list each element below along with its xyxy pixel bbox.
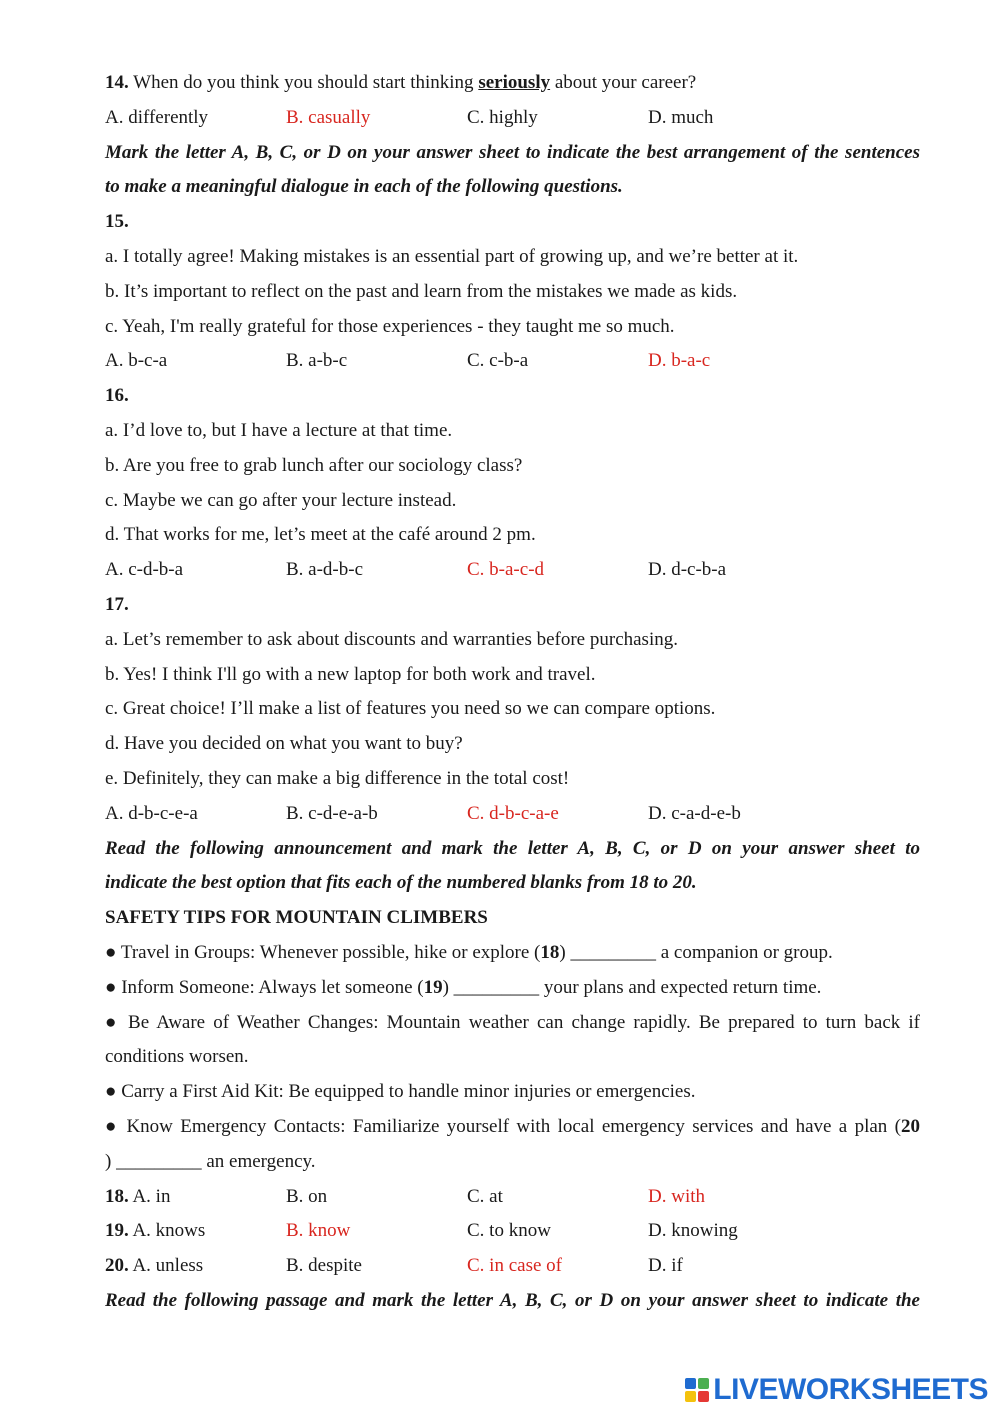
question-16-options — [105, 553, 920, 588]
dialogue-line: e. Definitely, they can make a big difference in the total cost! — [105, 767, 570, 789]
option-d[interactable]: D. d-c-b-a — [648, 559, 727, 581]
liveworksheets-logo-icon — [685, 1378, 709, 1402]
question-20-options — [105, 1249, 920, 1284]
tip-weather-line1 — [105, 1006, 920, 1041]
option-b-correct[interactable]: B. casually — [286, 106, 371, 128]
dialogue-line: b. Yes! I think I'll go with a new laptop for both work and travel. — [105, 663, 596, 685]
question-14-options — [105, 101, 920, 136]
question-number: 19. — [105, 1220, 129, 1242]
option-d[interactable]: D. c-a-d-e-b — [648, 802, 741, 824]
option-b[interactable]: B. a-d-b-c — [286, 559, 364, 581]
blank-number: 20 — [901, 1115, 920, 1137]
option-b[interactable]: B. on — [286, 1185, 328, 1207]
option-b[interactable]: B. c-d-e-a-b — [286, 802, 378, 824]
option-b[interactable]: B. a-b-c — [286, 350, 348, 372]
tip-text: Inform Someone: Always let someone ( — [116, 976, 424, 998]
option-b-correct[interactable]: B. know — [286, 1220, 351, 1242]
dialogue-line: b. Are you free to grab lunch after our sociology class? — [105, 454, 523, 476]
option-a[interactable]: A. d-b-c-e-a — [105, 802, 198, 824]
option-d[interactable]: D. if — [648, 1255, 683, 1277]
bullet-icon: ● — [105, 1081, 117, 1103]
keyword-underlined: seriously — [478, 72, 551, 93]
instruction-passage-line1: Read the following passage and mark the letter A, B, C, or D on your answer sheet to indicate the — [105, 1289, 920, 1311]
logo-tile-green — [698, 1378, 709, 1389]
question-number: 20. — [105, 1255, 129, 1277]
tip-text: ) _________ a companion or group. — [559, 941, 833, 963]
option-d-correct[interactable]: D. with — [648, 1185, 705, 1207]
dialogue-line: a. I totally agree! Making mistakes is an essential part of growing up, and we’re better at it. — [105, 245, 799, 267]
question-18-options — [105, 1180, 920, 1215]
option-c-correct[interactable]: C. d-b-c-a-e — [467, 802, 559, 824]
instruction-announcement-line1: Read the following announcement and mark the letter A, B, C, or D on your answer sheet to — [105, 837, 920, 859]
dialogue-line: c. Great choice! I’ll make a list of features you need so we can compare options. — [105, 698, 716, 720]
option-a[interactable] — [105, 1249, 286, 1284]
tip-weather-line2: conditions worsen. — [105, 1046, 249, 1068]
dialogue-line: d. Have you decided on what you want to buy? — [105, 733, 463, 755]
dialogue-line: c. Yeah, I'm really grateful for those experiences - they taught me so much. — [105, 315, 675, 337]
option-c[interactable]: C. highly — [467, 106, 538, 128]
tip-text: Be Aware of Weather Changes: Mountain weather can change rapidly. Be prepared to turn back if — [119, 1011, 920, 1033]
instruction-announcement-line2: indicate the best option that fits each of the numbered blanks from 18 to 20. — [105, 872, 697, 894]
bullet-icon: ● — [105, 1011, 120, 1033]
question-17-options — [105, 797, 920, 832]
question-14-stem — [105, 66, 920, 101]
question-15-options — [105, 344, 920, 379]
logo-tile-yellow — [685, 1391, 696, 1402]
question-text: about your career? — [550, 72, 697, 93]
bullet-icon: ● — [105, 941, 117, 963]
instruction-arrangement-line2: to make a meaningful dialogue in each of the following questions. — [105, 176, 623, 198]
dialogue-line: a. I’d love to, but I have a lecture at that time. — [105, 419, 453, 441]
tip-text: Carry a First Aid Kit: Be equipped to handle minor injuries or emergencies. — [116, 1081, 696, 1103]
blank-number: 18 — [540, 941, 560, 963]
option-a[interactable] — [105, 1214, 286, 1249]
option-a-text: A. unless — [128, 1255, 204, 1277]
question-number: 14. — [105, 72, 129, 93]
blank-number: 19 — [423, 976, 443, 998]
tip-first-aid — [105, 1075, 920, 1110]
option-a-text: A. in — [128, 1185, 171, 1207]
worksheet-page — [105, 66, 920, 1319]
option-a[interactable]: A. differently — [105, 106, 209, 128]
option-c-correct[interactable]: C. in case of — [467, 1255, 562, 1277]
question-16-number: 16. — [105, 385, 129, 407]
option-d[interactable]: D. much — [648, 106, 714, 128]
watermark-text: LIVEWORKSHEETS — [713, 1373, 988, 1406]
option-c[interactable]: C. at — [467, 1185, 503, 1207]
question-15-number: 15. — [105, 211, 129, 233]
tip-travel-in-groups — [105, 936, 920, 971]
question-19-options — [105, 1214, 920, 1249]
bullet-icon: ● — [105, 976, 117, 998]
tip-text: Travel in Groups: Whenever possible, hike or explore ( — [116, 941, 541, 963]
tip-text: Know Emergency Contacts: Familiarize yourself with local emergency services and have a plan ( — [119, 1115, 901, 1137]
logo-tile-red — [698, 1391, 709, 1402]
tip-text: ) _________ your plans and expected return time. — [442, 976, 822, 998]
dialogue-line: d. That works for me, let’s meet at the café around 2 pm. — [105, 524, 536, 546]
dialogue-line: b. It’s important to reflect on the past and learn from the mistakes we made as kids. — [105, 280, 738, 302]
question-text: When do you think you should start thinking — [128, 72, 479, 93]
question-17-number: 17. — [105, 593, 129, 615]
tip-inform-someone — [105, 971, 920, 1006]
dialogue-line: a. Let’s remember to ask about discounts and warranties before purchasing. — [105, 628, 678, 650]
tip-emergency-line2: ) _________ an emergency. — [105, 1150, 316, 1172]
option-d[interactable]: D. knowing — [648, 1220, 738, 1242]
option-d-correct[interactable]: D. b-a-c — [648, 350, 711, 372]
liveworksheets-watermark — [685, 1374, 988, 1406]
announcement-title: SAFETY TIPS FOR MOUNTAIN CLIMBERS — [105, 907, 488, 929]
option-c[interactable]: C. c-b-a — [467, 350, 529, 372]
option-c-correct[interactable]: C. b-a-c-d — [467, 559, 545, 581]
option-a-text: A. knows — [128, 1220, 206, 1242]
bullet-icon: ● — [105, 1115, 120, 1137]
option-a[interactable]: A. c-d-b-a — [105, 559, 184, 581]
instruction-arrangement-line1: Mark the letter A, B, C, or D on your answer sheet to indicate the best arrangement of the sentences — [105, 141, 920, 163]
logo-tile-blue — [685, 1378, 696, 1389]
dialogue-line: c. Maybe we can go after your lecture instead. — [105, 489, 457, 511]
option-b[interactable]: B. despite — [286, 1255, 362, 1277]
option-a[interactable]: A. b-c-a — [105, 350, 168, 372]
option-a[interactable] — [105, 1180, 286, 1215]
option-c[interactable]: C. to know — [467, 1220, 551, 1242]
question-number: 18. — [105, 1185, 129, 1207]
tip-emergency-line1 — [105, 1110, 920, 1145]
